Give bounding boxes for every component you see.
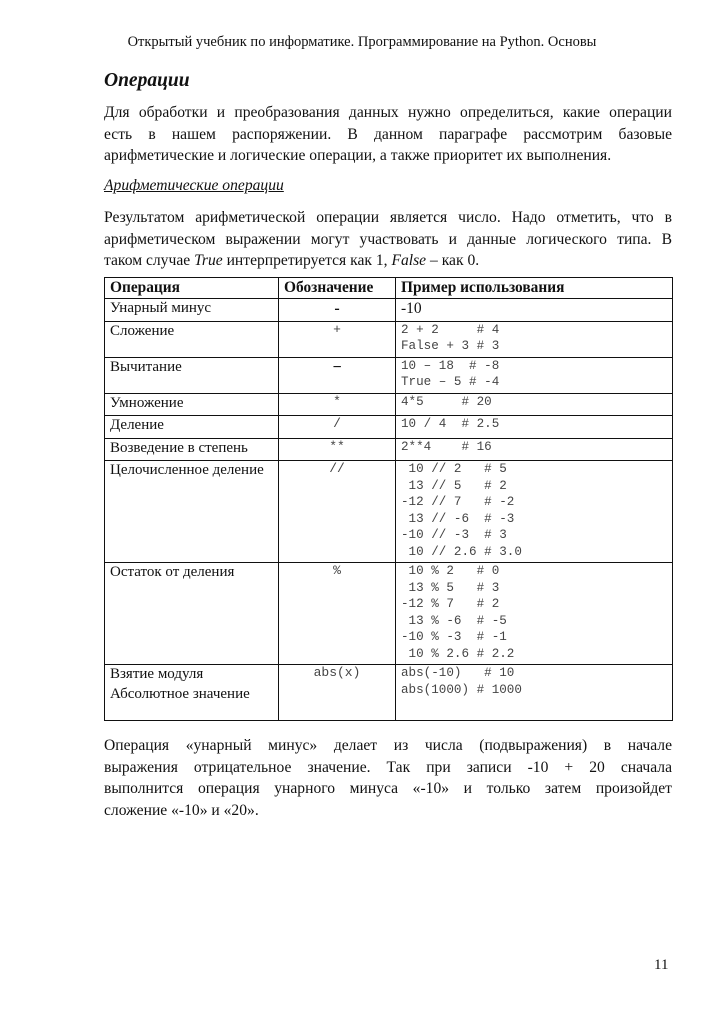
unary-paragraph (104, 735, 672, 821)
intro-line: есть в нашем распоряжении. В данном параграфе рассмотрим базовые (104, 125, 672, 143)
false-keyword: False (391, 252, 427, 269)
table-row (105, 393, 673, 416)
table-row (105, 665, 673, 721)
symbol-value: // (329, 461, 345, 476)
example-cell (396, 357, 673, 393)
arith-line: Результатом арифметической операции является число. Надо отметить, что в (104, 209, 672, 226)
arith-line: арифметическом выражении могут участвовать и данные логического типа. В (104, 230, 672, 248)
operation-cell: Взятие модуля Абсолютное значение (105, 665, 279, 721)
example-line: 10 // 2.6 # 3.0 (401, 544, 522, 559)
operation-cell: Сложение (105, 321, 279, 357)
symbol-value: / (333, 416, 341, 431)
operation-cell: Унарный минус (105, 299, 279, 322)
example-line: 10 % 2 # 0 (401, 564, 500, 578)
arith-line (104, 250, 672, 272)
symbol-value: abs(x) (313, 665, 361, 680)
table-row (105, 299, 673, 322)
table-row (105, 321, 673, 357)
example-line: -12 % 7 # 2 (401, 597, 500, 611)
example-cell (396, 665, 673, 721)
example-line: -10 (401, 300, 422, 317)
header-example: Пример использования (396, 278, 673, 299)
symbol-cell (279, 563, 396, 665)
symbol-cell (279, 438, 396, 461)
example-line: 13 // 5 # 2 (401, 478, 507, 493)
example-line: 13 % 5 # 3 (401, 580, 500, 595)
table-header-row (105, 278, 673, 299)
table-row (105, 357, 673, 393)
arith-paragraph (104, 207, 672, 272)
header-operation: Операция (105, 278, 279, 299)
subsection-title: Арифметические операции (104, 177, 284, 194)
symbol-cell (279, 299, 396, 322)
running-header: Открытый учебник по информатике. Программирование на Python. Основы (127, 34, 597, 50)
operation-cell: Вычитание (105, 357, 279, 393)
unary-line: выражения отрицательное значение. Так при записи -10 + 20 сначала (104, 758, 672, 776)
symbol-value: * (333, 393, 341, 409)
symbol-cell (279, 321, 396, 357)
page-number: 11 (654, 957, 669, 973)
table-row (105, 461, 673, 563)
example-line: 2 + 2 # 4 (401, 322, 500, 337)
example-line: False + 3 # 3 (401, 339, 500, 353)
example-line: 10 // 2 # 5 (401, 462, 507, 476)
true-keyword: True (194, 252, 223, 269)
operation-cell: Деление (105, 416, 279, 439)
example-cell (396, 416, 673, 439)
example-line: -12 // 7 # -2 (401, 495, 515, 509)
operation-cell: Целочисленное деление (105, 461, 279, 563)
unary-line: выполнится операция унарного минуса «-10» и только затем произойдет (104, 780, 672, 797)
intro-paragraph (104, 102, 672, 167)
table-row (105, 563, 673, 665)
table-row (105, 438, 673, 461)
operation-cell: Умножение (105, 393, 279, 416)
example-line: abs(1000) # 1000 (401, 682, 522, 697)
operations-table (104, 277, 673, 721)
symbol-value: % (333, 563, 341, 578)
section-title: Операции (104, 70, 190, 91)
example-line: -10 % -3 # -1 (401, 630, 507, 644)
symbol-cell (279, 393, 396, 416)
arith-text: – как 0. (426, 252, 480, 269)
intro-line: арифметические и логические операции, а также приоритет их выполнения. (104, 147, 612, 164)
symbol-cell (279, 461, 396, 563)
intro-line: Для обработки и преобразования данных нужно определиться, какие операции (104, 104, 672, 121)
example-line: 13 % -6 # -5 (401, 613, 507, 628)
unary-line: Операция «унарный минус» делает из числа (подвыражения) в начале (104, 737, 672, 754)
symbol-value: ** (329, 438, 345, 454)
example-line: abs(-10) # 10 (401, 666, 515, 680)
example-line: True – 5 # -4 (401, 375, 500, 389)
example-cell (396, 461, 673, 563)
example-cell (396, 393, 673, 416)
example-cell (396, 321, 673, 357)
example-cell (396, 438, 673, 461)
operation-cell: Возведение в степень (105, 438, 279, 461)
example-cell (396, 299, 673, 322)
example-cell (396, 563, 673, 665)
example-line: 13 // -6 # -3 (401, 511, 515, 526)
table-row (105, 416, 673, 439)
symbol-value: − (332, 358, 342, 376)
symbol-cell (279, 665, 396, 721)
symbol-cell (279, 416, 396, 439)
example-line: -10 // -3 # 3 (401, 528, 507, 542)
arith-text: таком случае (104, 252, 195, 269)
symbol-value: + (333, 321, 341, 337)
symbol-cell (279, 357, 396, 393)
example-line: 10 / 4 # 2.5 (401, 417, 500, 431)
symbol-value: - (334, 300, 340, 317)
header-symbol: Обозначение (279, 278, 396, 299)
operation-cell: Остаток от деления (105, 563, 279, 665)
example-line: 10 % 2.6 # 2.2 (401, 646, 515, 661)
unary-line: сложение «-10» и «20». (104, 801, 259, 819)
example-line: 4*5 # 20 (401, 394, 492, 409)
example-line: 2**4 # 16 (401, 439, 492, 454)
example-line: 10 – 18 # -8 (401, 358, 500, 373)
arith-text: интерпретируется как 1, (222, 252, 392, 269)
